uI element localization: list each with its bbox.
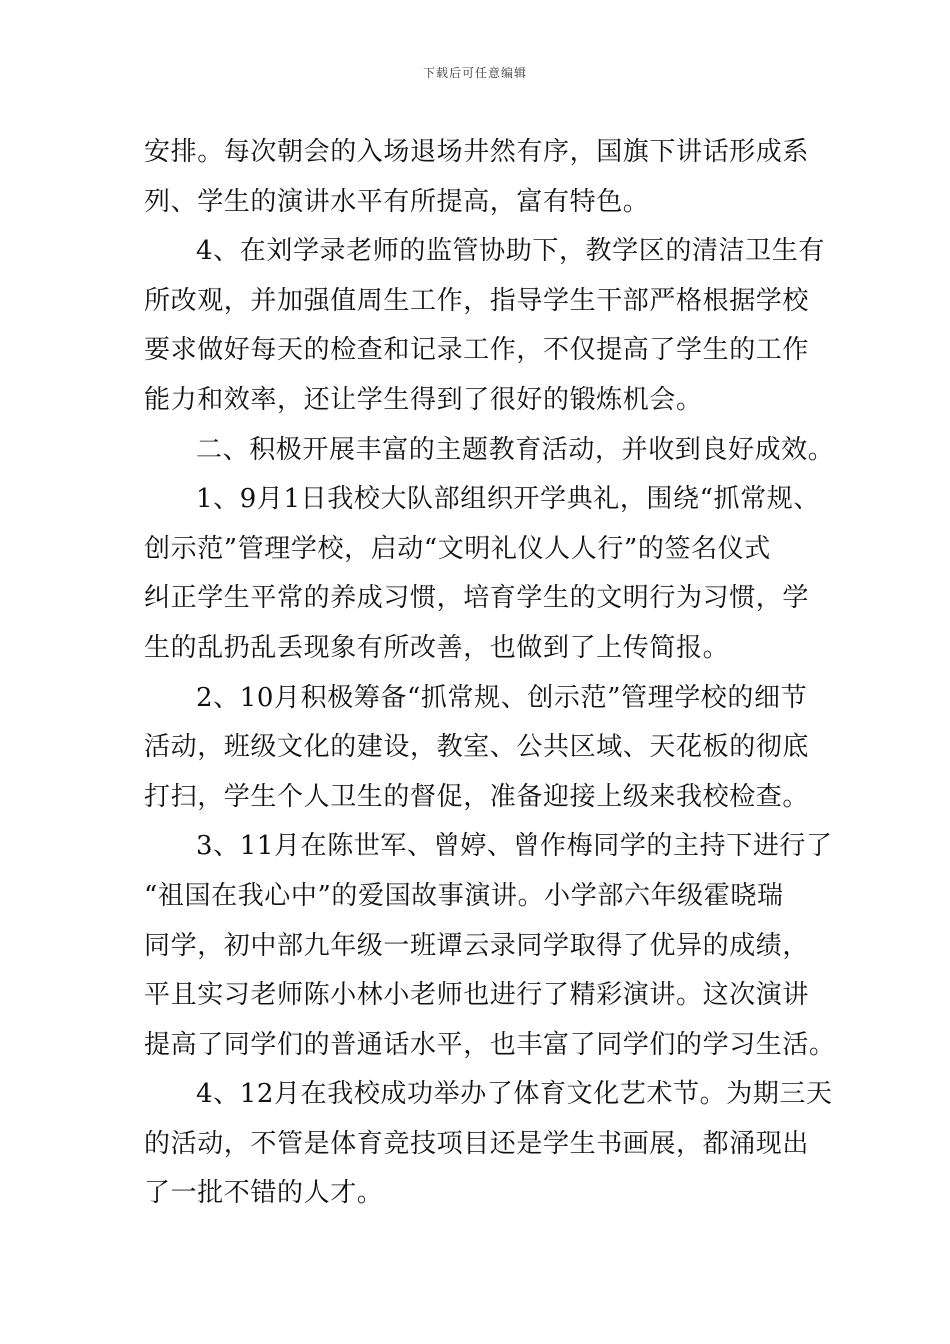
text-line: 所改观，并加强值周生工作，指导学生干部严格根据学校	[144, 285, 810, 316]
text-line: 的活动，不管是体育竞技项目还是学生书画展，都涌现出	[144, 1128, 810, 1159]
text-line: 要求做好每天的检查和记录工作，不仅提高了学生的工作	[144, 335, 810, 366]
text-line: 2、10月积极筹备“抓常规、创示范”管理学校的细节	[196, 682, 808, 713]
text-line: 4、在刘学录老师的监管协助下，教学区的清洁卫生有	[196, 236, 825, 267]
text-line: 1、9月1日我校大队部组织开学典礼，围绕“抓常规、	[196, 484, 820, 515]
text-line: 二、积极开展丰富的主题教育活动，并收到良好成效。	[196, 434, 835, 465]
text-line: 创示范”管理学校，启动“文明礼仪人人行”的签名仪式	[144, 533, 771, 564]
page-header: 下载后可任意编辑	[422, 66, 527, 80]
text-line: “祖国在我心中”的爱国故事演讲。小学部六年级霍晓瑞	[144, 880, 784, 911]
document-body	[144, 128, 836, 1219]
text-line: 安排。每次朝会的入场退场井然有序，国旗下讲话形成系	[144, 137, 810, 167]
text-line: 同学，初中部九年级一班谭云录同学取得了优异的成绩，	[144, 930, 810, 961]
text-line: 列、学生的演讲水平有所提高，富有特色。	[144, 186, 650, 217]
text-line: 了一批不错的人才。	[144, 1178, 384, 1209]
text-line: 4、12月在我校成功举办了体育文化艺术节。为期三天	[196, 1079, 833, 1110]
text-line: 提高了同学们的普通话水平，也丰富了同学们的学习生活。	[144, 1029, 836, 1060]
text-line: 纠正学生平常的养成习惯，培育学生的文明行为习惯，学	[144, 583, 810, 614]
text-line: 打扫，学生个人卫生的督促，准备迎接上级来我校检查。	[144, 781, 810, 812]
text-line: 生的乱扔乱丢现象有所改善，也做到了上传简报。	[144, 632, 730, 663]
text-line: 活动，班级文化的建设，教室、公共区域、天花板的彻底	[144, 732, 810, 763]
text-line: 3、11月在陈世军、曾婷、曾作梅同学的主持下进行了	[196, 831, 833, 862]
text-line: 平且实习老师陈小林小老师也进行了精彩演讲。这次演讲	[144, 980, 810, 1011]
text-line: 能力和效率，还让学生得到了很好的锻炼机会。	[144, 384, 703, 415]
